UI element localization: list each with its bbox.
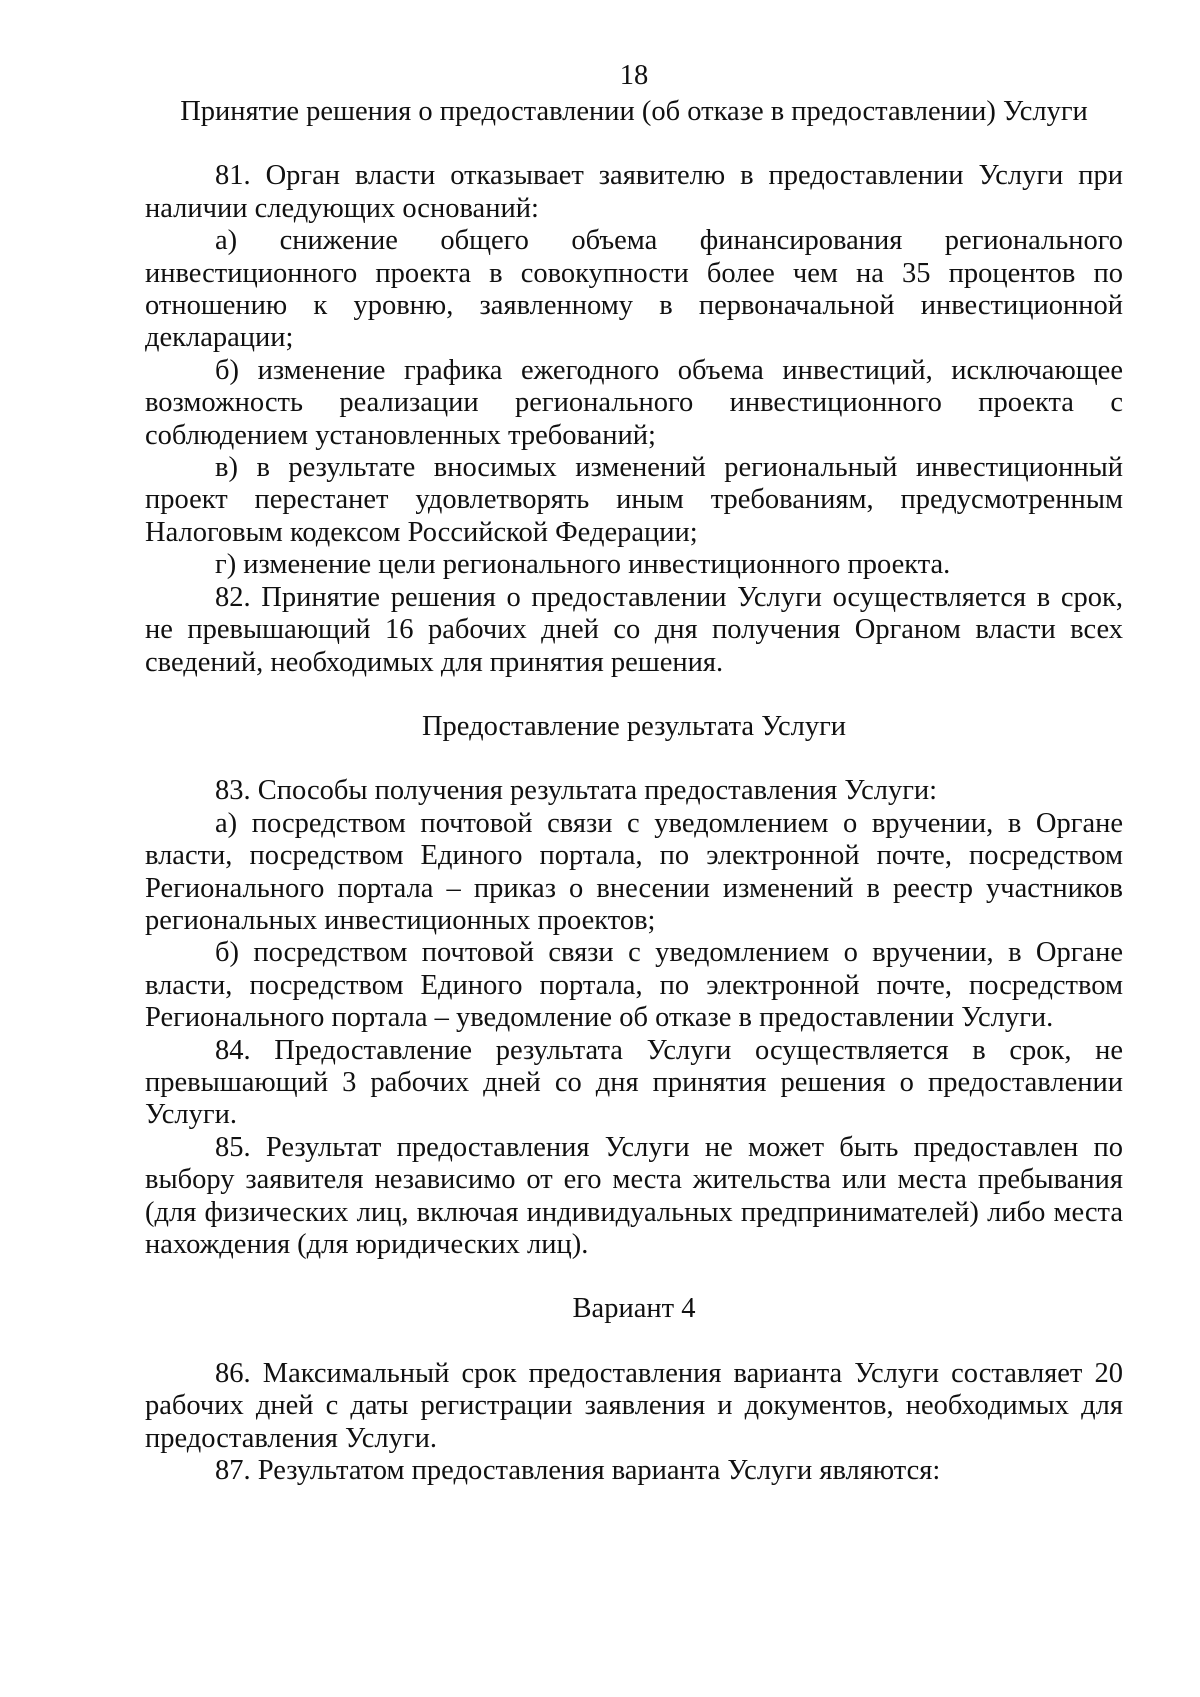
paragraph: 83. Способы получения результата предоставления Услуги: [215,775,938,807]
paragraph: 81. Орган власти отказывает заявителю в предоставлении Услуги при наличии следующих оснований: [145,160,1123,224]
paragraph: 84. Предоставление результата Услуги осуществляется в срок, не превышающий 3 рабочих дней со дня принятия решения о предоставлении Услуги. [145,1034,1123,1131]
paragraph: 86. Максимальный срок предоставления варианта Услуги составляет 20 рабочих дней с даты регистрации заявления и документов, необходимых для предоставления Услуги. [145,1357,1123,1454]
paragraph: б) посредством почтовой связи с уведомлением о вручении, в Органе власти, посредством Единого портала, по электронной почте, посредством Регионального портала – уведомление об отказе в предоставлении Услуги. [145,937,1123,1034]
page-number: 18 [619,60,649,91]
paragraph: 87. Результатом предоставления варианта Услуги являются: [215,1455,941,1487]
paragraph: а) снижение общего объема финансирования регионального инвестиционного проекта в совокупности более чем на 35 процентов по отношению к уровню, заявленному в первоначальной инвестиционной декларации; [145,225,1123,354]
section-heading: Вариант 4 [572,1293,696,1325]
document-page [145,60,1123,1487]
paragraph: а) посредством почтовой связи с уведомлением о вручении, в Органе власти, посредством Единого портала, по электронной почте, посредством Регионального портала – приказ о внесении изменений в реестр участников региональных инвестиционных проектов; [145,807,1123,936]
paragraph: в) в результате вносимых изменений региональный инвестиционный проект перестанет удовлетворять иным требованиям, предусмотренным Налоговым кодексом Российской Федерации; [145,452,1123,548]
paragraph: 82. Принятие решения о предоставлении Услуги осуществляется в срок, не превышающий 16 рабочих дней со дня получения Органом власти всех сведений, необходимых для принятия решения. [145,581,1123,678]
paragraph: г) изменение цели регионального инвестиционного проекта. [215,549,951,581]
paragraph: б) изменение графика ежегодного объема инвестиций, исключающее возможность реализации регионального инвестиционного проекта с соблюдением установленных требований; [145,354,1123,451]
section-heading: Принятие решения о предоставлении (об отказе в предоставлении) Услуги [180,96,1088,127]
paragraph: 85. Результат предоставления Услуги не может быть предоставлен по выбору заявителя независимо от его места жительства или места пребывания (для физических лиц, включая индивидуальных предпринимателей) либо места нахождения (для юридических лиц). [145,1131,1123,1260]
section-heading: Предоставление результата Услуги [421,710,847,742]
